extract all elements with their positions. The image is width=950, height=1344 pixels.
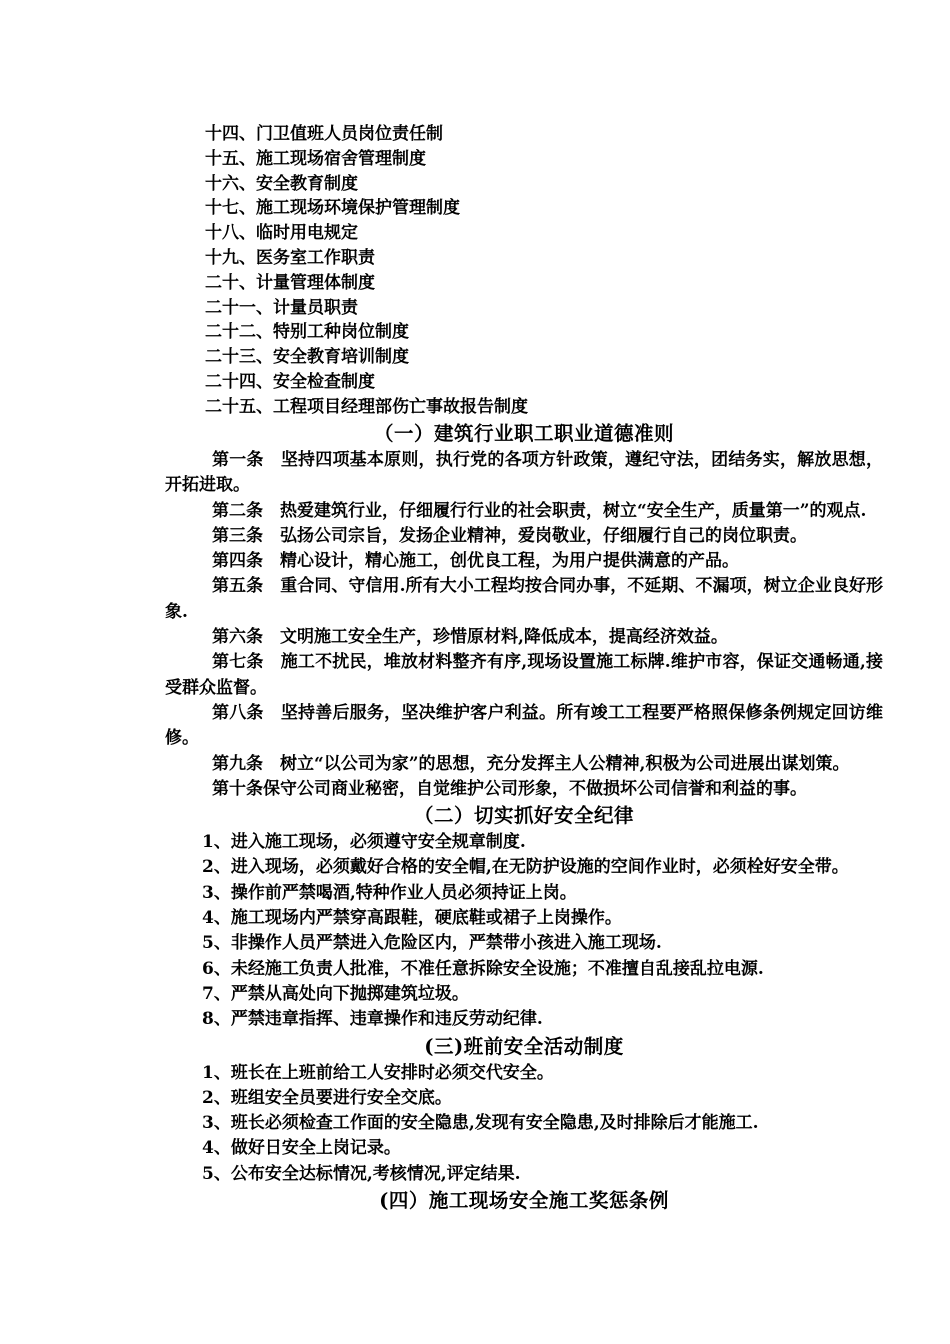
article-paragraph: 第一条 坚持四项基本原则，执行党的各项方针政策，遵纪守法，团结务实，解放思想，开拓进取。 — [165, 450, 883, 496]
table-of-contents — [205, 122, 528, 420]
rule-item: 4、施工现场内严禁穿高跟鞋，硬底鞋或裙子上岗操作。 — [202, 908, 622, 929]
toc-item: 二十三、安全教育培训制度 — [205, 347, 409, 368]
document-body — [165, 420, 883, 1215]
rule-item: 2、进入现场，必须戴好合格的安全帽,在无防护设施的空间作业时，必须栓好安全带。 — [202, 857, 849, 878]
toc-item: 十八、临时用电规定 — [205, 223, 358, 244]
toc-item: 十四、门卫值班人员岗位责任制 — [205, 124, 443, 144]
article-paragraph: 第十条保守公司商业秘密，自觉维护公司形象，不做损坏公司信誉和利益的事。 — [212, 778, 807, 799]
toc-item: 二十、计量管理体制度 — [205, 272, 375, 293]
section-heading-1: （一）建筑行业职工职业道德准则 — [373, 422, 674, 445]
rule-item: 7、严禁从高处向下抛掷建筑垃圾。 — [202, 983, 469, 1004]
toc-item: 二十五、工程项目经理部伤亡事故报告制度 — [205, 396, 528, 417]
toc-item: 十六、安全教育制度 — [205, 173, 358, 194]
article-paragraph: 第四条 精心设计，精心施工，创优良工程，为用户提供满意的产品。 — [212, 551, 739, 572]
toc-item: 十九、医务室工作职责 — [205, 247, 375, 268]
article-paragraph: 第三条 弘扬公司宗旨，发扬企业精神，爱岗敬业，仔细履行自己的岗位职责。 — [212, 525, 807, 546]
article-paragraph: 第九条 树立“以公司为家”的思想，充分发挥主人公精神,积极为公司进展出谋划策。 — [212, 753, 850, 774]
rule-item: 5、公布安全达标情况,考核情况,评定结果. — [202, 1163, 521, 1184]
toc-item: 二十四、安全检查制度 — [205, 371, 375, 392]
rule-item: 1、进入施工现场，必须遵守安全规章制度. — [202, 832, 526, 853]
section-heading-4: (四）施工现场安全施工奖惩条例 — [379, 1189, 669, 1213]
rule-item: 2、班组安全员要进行安全交底。 — [202, 1087, 452, 1108]
article-paragraph: 第八条 坚持善后服务，坚决维护客户利益。所有竣工工程要严格照保修条例规定回访维修。 — [165, 702, 883, 749]
rule-item: 8、严禁违章指挥、违章操作和违反劳动纪律. — [202, 1009, 543, 1030]
rule-item: 3、班长必须检查工作面的安全隐患,发现有安全隐患,及时排除后才能施工. — [202, 1113, 759, 1134]
rule-item: 1、班长在上班前给工人安排时必须交代安全。 — [202, 1062, 554, 1083]
rule-item: 3、操作前严禁喝酒,特种作业人员必须持证上岗。 — [202, 882, 577, 903]
article-paragraph: 第六条 文明施工安全生产，珍惜原材料,降低成本，提高经济效益。 — [212, 627, 728, 648]
section-heading-3: (三)班前安全活动制度 — [424, 1034, 624, 1058]
toc-item: 十七、施工现场环境保护管理制度 — [205, 198, 460, 219]
rule-item: 5、非操作人员严禁进入危险区内，严禁带小孩进入施工现场. — [202, 933, 662, 954]
toc-item: 二十一、计量员职责 — [205, 297, 358, 318]
rule-item: 4、做好日安全上岗记录。 — [202, 1138, 401, 1159]
toc-item: 十五、施工现场宿舍管理制度 — [205, 148, 426, 169]
article-paragraph: 第二条 热爱建筑行业，仔细履行行业的社会职责，树立“安全生产，质量第一”的观点. — [212, 500, 867, 521]
article-paragraph: 第五条 重合同、守信用.所有大小工程均按合同办事，不延期、不漏项，树立企业良好形象. — [165, 576, 883, 622]
toc-item: 二十二、特别工种岗位制度 — [205, 322, 409, 343]
section-heading-2: （二）切实抓好安全纪律 — [413, 804, 634, 828]
rule-item: 6、未经施工负责人批准，不准任意拆除安全设施；不准擅自乱接乱拉电源. — [202, 958, 764, 979]
article-paragraph: 第七条 施工不扰民，堆放材料整齐有序,现场设置施工标牌.维护市容，保证交通畅通,接受群众监督。 — [165, 652, 883, 698]
